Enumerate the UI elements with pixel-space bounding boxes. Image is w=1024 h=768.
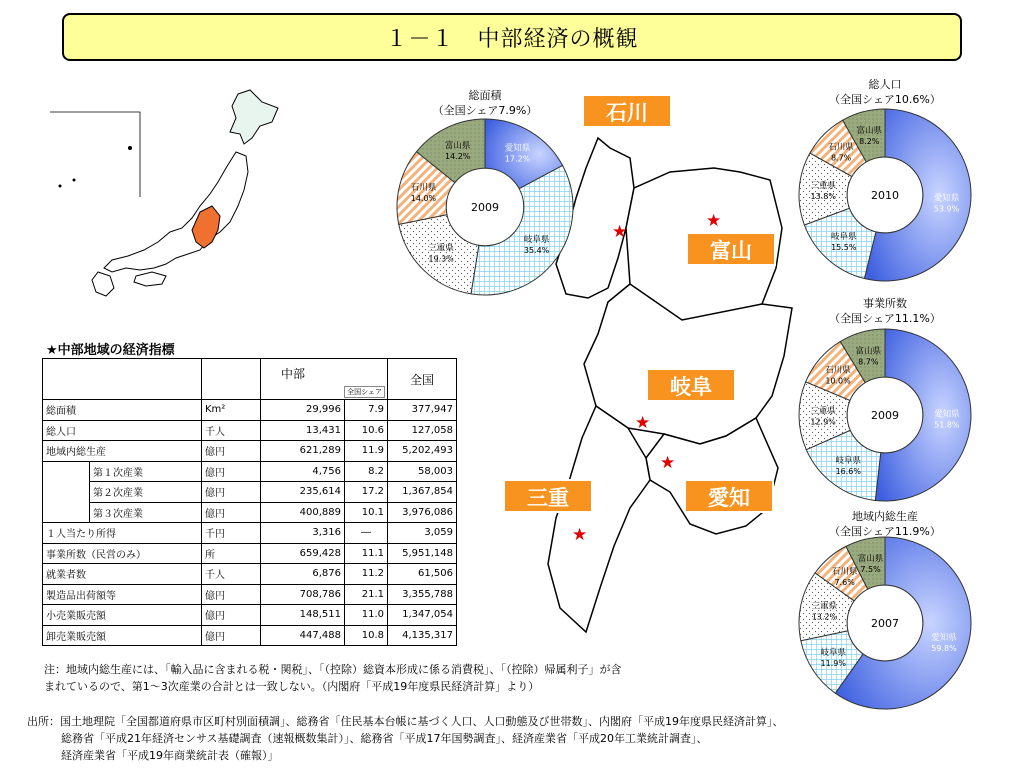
table-row <box>43 543 457 564</box>
slice-value: 13.2% <box>811 612 838 622</box>
header-chubu <box>261 359 388 400</box>
header-national: 全国 <box>388 359 457 400</box>
header-blank <box>43 359 202 400</box>
shikoku-shape <box>134 272 166 286</box>
slice-name: 岐阜県 <box>835 455 862 466</box>
donut-center-year: 2010 <box>871 189 899 202</box>
slice-value: 7.5% <box>860 564 881 574</box>
island-dot <box>59 185 62 188</box>
row-unit: 億円 <box>202 461 261 482</box>
donut-label-mie <box>812 600 838 621</box>
chart-title-establishments <box>810 296 960 326</box>
donut-label-aichi <box>934 192 960 213</box>
row-unit: 億円 <box>202 605 261 626</box>
table-row <box>43 625 457 646</box>
slice-name: 岐阜県 <box>820 647 847 658</box>
economic-indicators-table <box>42 358 457 646</box>
donut-label-mie <box>428 243 454 264</box>
star-marker-toyama: ★ <box>706 211 722 231</box>
island-dot <box>128 146 132 150</box>
donut-label-aichi <box>505 143 531 164</box>
label-aichi: 愛知 <box>684 479 774 513</box>
star-marker-gifu: ★ <box>635 413 651 433</box>
row-label: 総人口 <box>43 420 202 441</box>
page-title: １－１ 中部経済の概観 <box>62 13 962 61</box>
donut-chart-establishments <box>796 326 974 504</box>
island-dot <box>73 179 76 182</box>
donut-center-year: 2009 <box>471 201 499 214</box>
label-mie: 三重 <box>503 479 593 513</box>
row-national-value: 3,976,086 <box>388 502 457 523</box>
donut-label-ishikawa <box>411 182 437 203</box>
slice-name: 愛知県 <box>931 632 957 643</box>
header-chubu-label: 中部 <box>281 367 306 381</box>
source-line: 経済産業省「平成19年商業統計表（確報）」 <box>61 749 279 762</box>
donut-label-toyama <box>445 140 471 161</box>
row-sublabel: 第１次産業 <box>90 461 202 482</box>
slice-value: 8.2% <box>859 137 880 147</box>
donut-label-ishikawa <box>828 141 854 162</box>
slice-value: 51.8% <box>934 420 960 430</box>
donut-label-mie <box>810 406 836 427</box>
slice-value: 15.5% <box>831 243 857 253</box>
row-share-value: 21.1 <box>345 584 388 605</box>
table-row <box>43 584 457 605</box>
row-chubu-value: 621,289 <box>261 441 345 462</box>
slice-value: 16.6% <box>835 466 862 476</box>
slice-value: 13.8% <box>810 192 836 202</box>
slice-value: 59.8% <box>931 643 957 653</box>
donut-chart-gdp <box>796 534 974 712</box>
chart-subtitle: （全国シェア7.9%） <box>432 104 538 117</box>
row-share-value: ― <box>345 523 388 544</box>
row-chubu-value: 235,614 <box>261 482 345 503</box>
row-chubu-value: 13,431 <box>261 420 345 441</box>
chart-subtitle: （全国シェア11.1%） <box>829 312 941 325</box>
japan-map <box>40 82 280 297</box>
slice-name: 富山県 <box>855 346 882 357</box>
donut-label-gifu <box>820 647 846 668</box>
slice-name: 愛知県 <box>504 143 531 154</box>
slice-name: 石川県 <box>410 182 437 193</box>
row-chubu-value: 6,876 <box>261 564 345 585</box>
row-unit: Km² <box>202 400 261 421</box>
row-unit: 億円 <box>202 625 261 646</box>
table-row <box>43 420 457 441</box>
row-share-value: 17.2 <box>345 482 388 503</box>
kyushu-shape <box>92 272 114 296</box>
table-row <box>43 502 457 523</box>
chart-subtitle: （全国シェア11.9%） <box>829 525 941 538</box>
table-row <box>43 441 457 462</box>
row-label: 製造品出荷額等 <box>43 584 202 605</box>
chart-title: 事業所数 <box>863 297 907 310</box>
header-share-label: 全国シェア <box>344 386 385 398</box>
label-gifu: 岐阜 <box>646 368 736 402</box>
donut-label-ishikawa <box>825 365 851 386</box>
slice-value: 14.2% <box>444 151 471 161</box>
row-chubu-value: 447,488 <box>261 625 345 646</box>
slice-value: 14.0% <box>410 193 437 203</box>
row-unit: 所 <box>202 543 261 564</box>
star-marker-kanazawa: ★ <box>612 222 628 242</box>
table-row <box>43 605 457 626</box>
row-unit: 億円 <box>202 482 261 503</box>
row-indent <box>43 482 90 503</box>
donut-chart-population <box>796 106 974 284</box>
donut-label-ishikawa <box>832 566 858 587</box>
row-share-value: 8.2 <box>345 461 388 482</box>
source-line: 出所：国土地理院「全国都道府県市区町村別面積調」、総務省「住民基本台帳に基づく人口、人口動態及び世帯数」、内閣府「平成19年度県民経済計算」、 <box>27 715 784 728</box>
row-label: 地域内総生産 <box>43 441 202 462</box>
slice-value: 10.0% <box>825 376 851 386</box>
table-row <box>43 523 457 544</box>
donut-label-toyama <box>856 345 882 366</box>
row-share-value: 10.1 <box>345 502 388 523</box>
row-share-value: 11.9 <box>345 441 388 462</box>
slice-value: 8.7% <box>830 153 852 163</box>
row-label: 卸売業販売額 <box>43 625 202 646</box>
slice-name: 三重県 <box>811 601 838 612</box>
slice-name: 三重県 <box>810 181 837 192</box>
row-share-value: 11.0 <box>345 605 388 626</box>
hokkaido-shape <box>230 90 278 144</box>
table-header-row <box>43 359 457 400</box>
donut-label-aichi <box>931 632 957 653</box>
row-label: 小売業販売額 <box>43 605 202 626</box>
row-national-value: 1,347,054 <box>388 605 457 626</box>
row-national-value: 127,058 <box>388 420 457 441</box>
row-label: 総面積 <box>43 400 202 421</box>
donut-label-gifu <box>524 234 550 255</box>
star-marker-tsu: ★ <box>572 525 588 545</box>
source-note <box>27 713 987 764</box>
slice-value: 35.4% <box>523 245 550 255</box>
table-row <box>43 461 457 482</box>
row-unit: 千人 <box>202 420 261 441</box>
slice-name: 愛知県 <box>933 193 960 204</box>
table-row <box>43 564 457 585</box>
note-line: 注：地域内総生産には、「輸入品に含まれる税・関税」、「（控除）総資本形成に係る消費税」、「（控除）帰属利子」が含 <box>44 663 622 676</box>
slice-value: 8.7% <box>858 357 879 367</box>
slice-name: 岐阜県 <box>831 232 857 243</box>
slice-name: 石川県 <box>825 365 851 376</box>
slice-value: 53.9% <box>933 204 960 214</box>
row-national-value: 3,355,788 <box>388 584 457 605</box>
row-label: 事業所数（民営のみ） <box>43 543 202 564</box>
star-marker-nagoya: ★ <box>660 453 676 473</box>
table-row <box>43 400 457 421</box>
slice-name: 富山県 <box>856 126 882 137</box>
row-unit: 億円 <box>202 502 261 523</box>
slice-value: 7.6% <box>834 578 855 588</box>
chart-title: 総面積 <box>468 89 502 102</box>
table-heading: ★中部地域の経済指標 <box>46 343 175 358</box>
slice-name: 富山県 <box>444 140 471 151</box>
slice-value: 19.3% <box>428 254 454 264</box>
header-unit-blank <box>202 359 261 400</box>
donut-label-mie <box>811 180 837 201</box>
donut-label-toyama <box>856 125 882 146</box>
slice-value: 12.9% <box>810 417 836 427</box>
slice-name: 石川県 <box>828 142 854 153</box>
row-national-value: 58,003 <box>388 461 457 482</box>
row-national-value: 4,135,317 <box>388 625 457 646</box>
slice-name: 三重県 <box>810 406 836 417</box>
row-unit: 億円 <box>202 584 261 605</box>
row-indent <box>43 461 90 482</box>
chart-title: 地域内総生産 <box>852 510 918 523</box>
row-national-value: 61,506 <box>388 564 457 585</box>
note-line: まれているので、第1～3次産業の合計とは一致しない。（内閣府「平成19年度県民経済計算」より） <box>44 680 540 693</box>
donut-center-year: 2009 <box>871 409 899 422</box>
donut-chart-area <box>394 116 576 298</box>
source-line: 総務省「平成21年経済センサス基礎調査（速報概数集計）」、総務省「平成17年国勢調査」、経済産業省「平成20年工業統計調査」、 <box>61 732 708 745</box>
row-label: １人当たり所得 <box>43 523 202 544</box>
row-chubu-value: 29,996 <box>261 400 345 421</box>
chart-title-gdp <box>810 509 960 539</box>
chart-title-area <box>410 88 560 118</box>
slice-value: 11.9% <box>820 658 846 668</box>
row-national-value: 377,947 <box>388 400 457 421</box>
row-sublabel: 第３次産業 <box>90 502 202 523</box>
table-row <box>43 482 457 503</box>
row-unit: 千人 <box>202 564 261 585</box>
donut-label-toyama <box>858 553 884 574</box>
row-share-value: 11.1 <box>345 543 388 564</box>
row-national-value: 3,059 <box>388 523 457 544</box>
donut-label-aichi <box>934 408 960 429</box>
row-national-value: 1,367,854 <box>388 482 457 503</box>
slice-name: 愛知県 <box>934 409 960 420</box>
row-national-value: 5,202,493 <box>388 441 457 462</box>
row-share-value: 11.2 <box>345 564 388 585</box>
row-chubu-value: 400,889 <box>261 502 345 523</box>
row-national-value: 5,951,148 <box>388 543 457 564</box>
row-chubu-value: 659,428 <box>261 543 345 564</box>
chart-subtitle: （全国シェア10.6%） <box>829 93 941 106</box>
row-chubu-value: 4,756 <box>261 461 345 482</box>
slice-value: 17.2% <box>504 154 531 164</box>
donut-center-year: 2007 <box>871 617 899 630</box>
row-indent <box>43 502 90 523</box>
row-label: 就業者数 <box>43 564 202 585</box>
row-sublabel: 第２次産業 <box>90 482 202 503</box>
row-chubu-value: 708,786 <box>261 584 345 605</box>
okinawa-frame <box>50 112 140 197</box>
label-toyama: 富山 <box>686 232 776 266</box>
slice-name: 石川県 <box>831 567 858 578</box>
slice-name: 富山県 <box>857 553 884 564</box>
label-ishikawa: 石川 <box>582 94 672 128</box>
row-chubu-value: 148,511 <box>261 605 345 626</box>
row-share-value: 7.9 <box>345 400 388 421</box>
chart-title: 総人口 <box>868 78 902 91</box>
row-share-value: 10.6 <box>345 420 388 441</box>
slice-name: 三重県 <box>428 243 454 254</box>
honshu-shape <box>104 152 248 272</box>
row-unit: 千円 <box>202 523 261 544</box>
chart-title-population <box>810 77 960 107</box>
row-chubu-value: 3,316 <box>261 523 345 544</box>
slice-name: 岐阜県 <box>523 234 550 245</box>
mie-outline <box>548 406 650 632</box>
row-share-value: 10.8 <box>345 625 388 646</box>
donut-label-gifu <box>836 455 862 476</box>
donut-label-gifu <box>831 231 857 252</box>
row-unit: 億円 <box>202 441 261 462</box>
table-note <box>44 661 744 695</box>
